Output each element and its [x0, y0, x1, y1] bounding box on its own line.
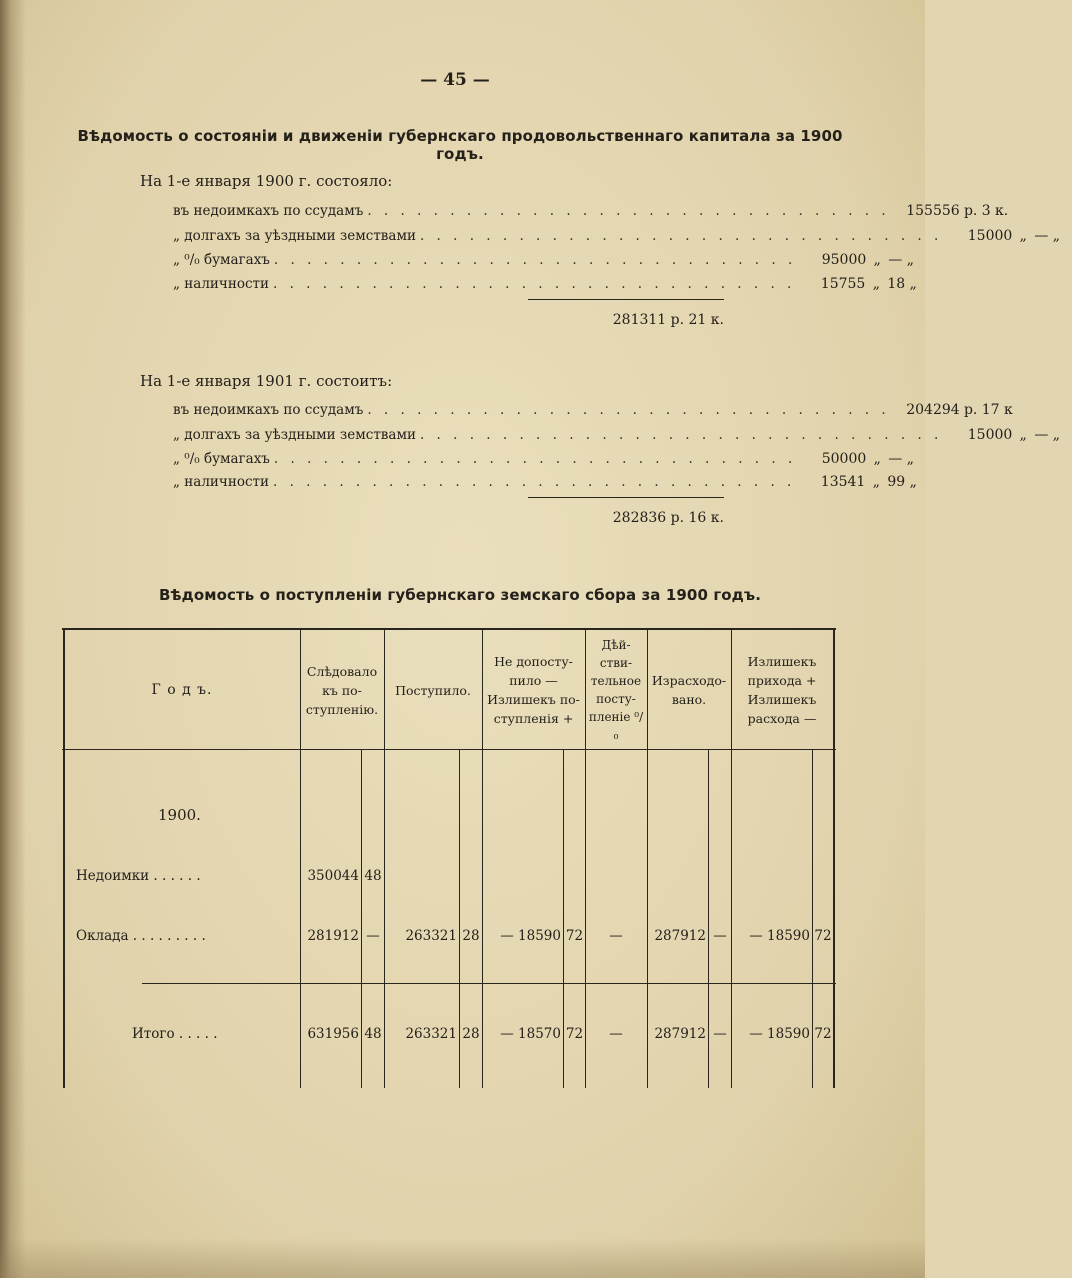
amount-kopecks: — „	[888, 451, 914, 467]
total-received-kopecks: 28	[462, 1026, 480, 1042]
section1-row	[173, 252, 914, 274]
amount-rubles: 15755	[820, 276, 866, 292]
page-edge-shadow	[0, 0, 26, 1278]
leader-dots: . . . . . . . . . . . . . . . . . . . . . . . . . . . . . . . .	[367, 203, 890, 219]
amount-kopecks: 17 к	[981, 402, 1013, 418]
row-label: „ наличности	[173, 474, 269, 490]
header-received: Поступило.	[395, 682, 471, 698]
total-shortfall-rubles: — 18570	[500, 1026, 561, 1042]
assessed-actual: —	[609, 928, 623, 944]
leader-dots: . . . . . . . . . . . . . . . . . . . . . . . . . . . . . . . .	[273, 252, 797, 268]
arrears-due-rubles: 350044	[307, 868, 359, 884]
assessed-received-kopecks: 28	[462, 928, 480, 944]
section2-total: 282836 р. 16 к.	[612, 510, 724, 526]
row-label: „ долгахъ за уѣздными земствами	[173, 228, 416, 244]
section2-row	[173, 427, 1061, 449]
header-spent: Израсходо-вано.	[651, 673, 727, 707]
heading-provisions-capital: Вѣдомость о состояніи и движеніи губернскаго продовольственнаго капитала за 1900 годъ.	[77, 127, 843, 163]
row-label-total: Итого . . . . .	[132, 1026, 218, 1042]
assessed-shortfall-kopecks: 72	[565, 928, 584, 944]
amount-unit: „	[1019, 228, 1027, 244]
column-divider	[300, 628, 301, 1088]
leader-dots: . . . . . . . . . . . . . . . . . . . . . . . . . . . . . . . .	[367, 402, 890, 418]
leader-dots: . . . . . . . . . . . . . . . . . . . . . . . . . . . . . . . .	[272, 474, 796, 490]
amount-rubles: 15000	[967, 228, 1013, 244]
amount-kopecks: — „	[1034, 228, 1061, 244]
section2-row	[173, 474, 917, 496]
leader-dots: . . . . . . . . . . . . . . . . . . . . . . . . . . . . . . . .	[272, 276, 796, 292]
table-left-border	[63, 628, 65, 1088]
row-label: „ ⁰/₀ бумагахъ	[173, 252, 270, 268]
amount-unit: „	[872, 276, 880, 292]
section1-row	[173, 203, 1009, 225]
total-due-kopecks: 48	[364, 1026, 382, 1042]
header-shortfall: Не допосту-пило — Излишекъ по-ступленія +	[487, 654, 580, 726]
assessed-received-rubles: 263321	[405, 928, 457, 944]
page-number: — 45 —	[420, 70, 490, 90]
heading-zemstvo-levy: Вѣдомость о поступленіи губернскаго земскаго сбора за 1900 годъ.	[158, 586, 762, 604]
amount-unit: р.	[963, 402, 978, 418]
amount-unit: р.	[963, 203, 978, 219]
section1-row	[173, 228, 1061, 250]
assessed-due-kopecks: —	[366, 928, 380, 944]
levy-table	[62, 628, 836, 1088]
header-due: Слѣдовало къ по-ступленію.	[305, 663, 379, 717]
header-year: Г о д ъ.	[151, 681, 213, 698]
amount-rubles: 204294	[906, 402, 960, 418]
assessed-spent-kopecks: —	[713, 928, 727, 944]
amount-kopecks: — „	[888, 252, 914, 268]
leader-dots: . . . . . . . . . . . . . . . . . . . . . . . . . . . . . . . .	[419, 228, 943, 244]
header-bottom-rule	[62, 749, 836, 750]
amount-rubles: 13541	[820, 474, 866, 490]
section1-title: На 1-е января 1900 г. состояло:	[140, 172, 393, 190]
leader-dots: . . . . . . . . . . . . . . . . . . . . . . . . . . . . . . . .	[273, 451, 797, 467]
year-value: 1900.	[158, 806, 201, 824]
column-divider	[585, 628, 586, 1088]
row-label: въ недоимкахъ по ссудамъ	[173, 203, 364, 219]
total-shortfall-kopecks: 72	[565, 1026, 584, 1042]
assessed-excess-kopecks: 72	[814, 928, 832, 944]
row-label-assessed: Оклада . . . . . . . . .	[76, 928, 206, 944]
leader-dots: . . . . . . . . . . . . . . . . . . . . . . . . . . . . . . . .	[419, 427, 943, 443]
column-divider	[647, 628, 648, 1088]
amount-rubles: 155556	[906, 203, 960, 219]
amount-rubles: 95000	[821, 252, 867, 268]
section2-title: На 1-е января 1901 г. состоитъ:	[140, 372, 393, 390]
total-excess-kopecks: 72	[814, 1026, 832, 1042]
section2-row	[173, 451, 914, 473]
column-divider	[731, 628, 732, 1088]
table-top-rule	[62, 628, 836, 630]
total-spent-rubles: 287912	[654, 1026, 706, 1042]
total-excess-rubles: — 18590	[749, 1026, 810, 1042]
row-label: въ недоимкахъ по ссудамъ	[173, 402, 364, 418]
amount-rubles: 15000	[967, 427, 1013, 443]
section1-row	[173, 276, 917, 298]
assessed-shortfall-rubles: — 18590	[500, 928, 561, 944]
column-divider	[482, 628, 483, 1088]
section2-row	[173, 402, 1013, 424]
amount-unit: „	[872, 474, 880, 490]
amount-unit: „	[873, 252, 881, 268]
section1-total: 281311 р. 21 к.	[612, 312, 724, 328]
total-due-rubles: 631956	[307, 1026, 359, 1042]
amount-unit: „	[1019, 427, 1027, 443]
amount-unit: „	[873, 451, 881, 467]
amount-kopecks: 99 „	[887, 474, 917, 490]
arrears-due-kopecks: 48	[364, 868, 382, 884]
table-right-border	[833, 628, 835, 1088]
assessed-due-rubles: 281912	[307, 928, 359, 944]
column-divider	[384, 628, 385, 1088]
total-actual: —	[609, 1026, 623, 1042]
assessed-excess-rubles: — 18590	[749, 928, 810, 944]
amount-rubles: 50000	[821, 451, 867, 467]
sum-rule	[528, 299, 724, 300]
row-label: „ ⁰/₀ бумагахъ	[173, 451, 270, 467]
row-label: „ долгахъ за уѣздными земствами	[173, 427, 416, 443]
row-label-arrears: Недоимки . . . . . .	[76, 868, 201, 884]
header-actual: Дѣй-стви-тельное посту-пленіе ⁰/₀	[588, 638, 644, 742]
amount-kopecks: — „	[1034, 427, 1061, 443]
row-label: „ наличности	[173, 276, 269, 292]
page-bottom-shade	[0, 1238, 925, 1278]
sum-rule	[528, 497, 724, 498]
total-spent-kopecks: —	[713, 1026, 727, 1042]
amount-kopecks: 3 к.	[981, 203, 1009, 219]
total-received-rubles: 263321	[405, 1026, 457, 1042]
assessed-spent-rubles: 287912	[654, 928, 706, 944]
header-excess: Излишекъ прихода + Излишекъ расхода —	[747, 654, 817, 726]
amount-kopecks: 18 „	[887, 276, 917, 292]
